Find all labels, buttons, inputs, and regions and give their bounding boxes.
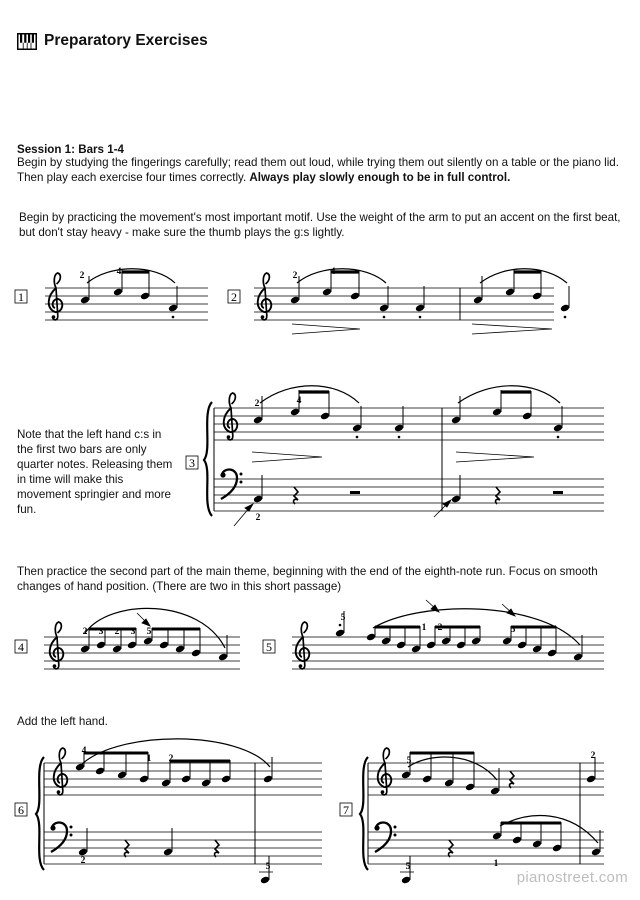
exercise-number-boxes <box>15 290 352 816</box>
watermark: pianostreet.com <box>516 869 628 886</box>
staff-lines <box>44 288 604 864</box>
fingering: 1 <box>421 623 427 633</box>
exercise-number: 2 <box>231 290 237 304</box>
exercise-number: 7 <box>343 803 349 817</box>
exercise-number: 6 <box>18 803 24 817</box>
fingering: 2 <box>254 399 260 409</box>
add-left-hand-text: Add the left hand. <box>17 715 108 728</box>
intro-bold-text: Always play slowly enough to be in full control. <box>249 171 511 184</box>
fingering: 2 <box>114 627 120 637</box>
exercise-number: 4 <box>18 640 24 654</box>
bar-lines <box>44 288 580 864</box>
exercise-number: 5 <box>266 640 272 654</box>
fingering: 1 <box>146 754 152 764</box>
fingering: 5 <box>340 613 346 623</box>
intro-text: Begin by studying the fingerings carefully; read them out loud, while trying them out silently on a table or the piano lid. Then play each exercise four times correctly. <box>17 156 619 184</box>
exercise-number: 1 <box>18 290 24 304</box>
staccato-dots <box>172 316 567 627</box>
session-heading: Session 1: Bars 1-4 <box>17 143 124 156</box>
exercise-number: 3 <box>189 456 195 470</box>
fingering: 5 <box>146 627 152 637</box>
fingering: 2 <box>292 271 298 281</box>
fingering: 4 <box>116 267 122 277</box>
fingering: 2 <box>82 627 88 637</box>
fingering: 4 <box>81 746 87 756</box>
pointing-arrows <box>137 500 515 626</box>
fingering: 4 <box>330 267 336 277</box>
rests <box>125 487 563 857</box>
fingering: 4 <box>296 396 302 406</box>
left-hand-note: Note that the left hand c:s in the first two bars are only quarter notes. Releasing them in time will make this movement springier and more fun. <box>17 428 173 516</box>
fingering: 5 <box>510 625 516 635</box>
fingering: 2 <box>255 513 261 523</box>
fingering: 2 <box>590 751 596 761</box>
fingering: 5 <box>405 862 411 872</box>
fingering: 5 <box>265 862 271 872</box>
fingering: 5 <box>406 756 412 766</box>
fingering: 1 <box>493 859 499 869</box>
fingering: 3 <box>130 627 136 637</box>
fingering: 2 <box>80 856 86 866</box>
notes <box>75 270 601 884</box>
fingering: 3 <box>98 627 104 637</box>
fingering: 2 <box>437 623 443 633</box>
slurs <box>79 269 598 843</box>
fingerings <box>80 267 596 872</box>
motif-paragraph: Begin by practicing the movement's most important motif. Use the weight of the arm to put an accent on the first beat, but don't stay heavy - make sure the thumb plays the g:s lightly. <box>19 211 621 239</box>
second-part-paragraph: Then practice the second part of the main theme, beginning with the end of the eighth-note run. Focus on smooth changes of hand position. (There are two in this short passage) <box>17 565 598 593</box>
treble-clef-icon <box>49 273 392 795</box>
page-title: Preparatory Exercises <box>44 32 208 49</box>
fingering: 2 <box>168 754 174 764</box>
fingering: 2 <box>79 271 85 281</box>
